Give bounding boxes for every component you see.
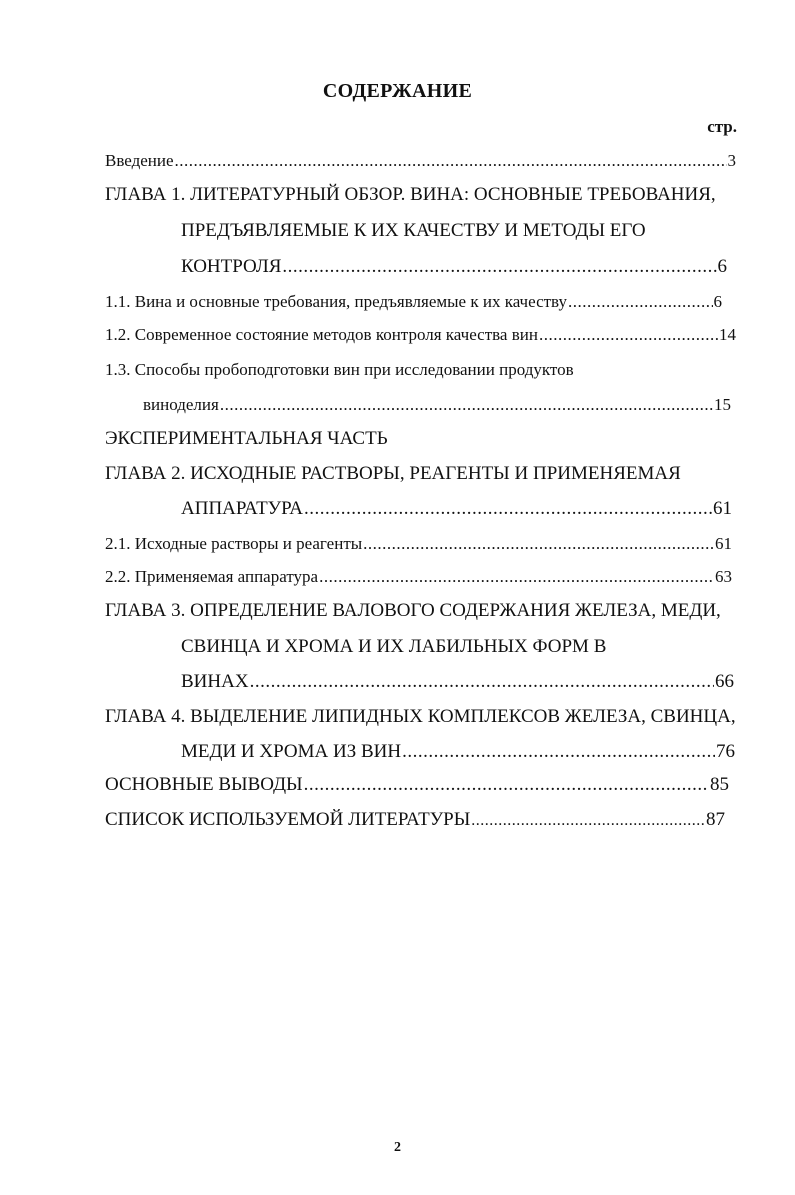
toc-chapter-1-line-1: ГЛАВА 1. ЛИТЕРАТУРНЫЙ ОБЗОР. ВИНА: ОСНОВНЫЕ ТРЕБОВАНИЯ,: [105, 184, 716, 205]
toc-entry-text: 1.1. Вина и основные требования, предъявляемые к их качеству: [105, 292, 567, 311]
dot-leader: [319, 567, 714, 587]
toc-entry-page: 15: [714, 395, 731, 414]
toc-section-1-1: [105, 292, 722, 312]
toc-references: [105, 809, 725, 831]
toc-entry-text: 2.1. Исходные растворы и реагенты: [105, 534, 363, 553]
dot-leader: [282, 256, 716, 278]
toc-entry-text: ВИНАХ: [181, 671, 249, 692]
dot-leader: [539, 325, 718, 345]
toc-entry-page: 61: [715, 534, 732, 553]
toc-section-1-3-line-2: [143, 395, 731, 415]
toc-chapter-4-line-2: [181, 741, 735, 763]
toc-entry-page: 85: [710, 774, 729, 795]
toc-entry-page: 6: [713, 292, 722, 311]
toc-entry-page: 3: [727, 151, 736, 170]
toc-entry-text: КОНТРОЛЯ: [181, 256, 282, 277]
toc-part-experimental: ЭКСПЕРИМЕНТАЛЬНАЯ ЧАСТЬ: [105, 428, 388, 449]
toc-entry-page: 76: [716, 741, 735, 762]
toc-chapter-3-line-1: ГЛАВА 3. ОПРЕДЕЛЕНИЕ ВАЛОВОГО СОДЕРЖАНИЯ ЖЕЛЕЗА, МЕДИ,: [105, 600, 721, 621]
toc-entry-text: ОСНОВНЫЕ ВЫВОДЫ: [105, 774, 303, 795]
toc-section-1-3-line-1: 1.3. Способы пробоподготовки вин при исследовании продуктов: [105, 360, 574, 379]
toc-entry-text: СПИСОК ИСПОЛЬЗУЕМОЙ ЛИТЕРАТУРЫ: [105, 809, 471, 830]
toc-entry-text: 1.2. Современное состояние методов контроля качества вин: [105, 325, 538, 344]
dot-leader: [175, 151, 727, 171]
toc-section-2-1: [105, 534, 732, 554]
toc-entry-text: Введение: [105, 151, 174, 170]
page-column-label: стр.: [707, 117, 737, 136]
toc-entry-page: 61: [713, 498, 732, 519]
dot-leader: [363, 534, 714, 554]
toc-section-1-2: [105, 325, 736, 345]
toc-entry-page: 63: [715, 567, 732, 586]
toc-entry-text: АППАРАТУРА: [181, 498, 303, 519]
toc-entry-text: виноделия: [143, 395, 219, 414]
toc-chapter-2-line-2: [181, 498, 732, 520]
toc-chapter-1-line-2: ПРЕДЪЯВЛЯЕМЫЕ К ИХ КАЧЕСТВУ И МЕТОДЫ ЕГО: [181, 220, 646, 241]
toc-chapter-1-line-3: [181, 256, 727, 278]
toc-entry-text: 2.2. Применяемая аппаратура: [105, 567, 319, 586]
dot-leader: [304, 774, 709, 796]
dot-leader: [568, 292, 713, 312]
toc-chapter-3-line-2: СВИНЦА И ХРОМА И ИХ ЛАБИЛЬНЫХ ФОРМ В: [181, 636, 607, 657]
toc-conclusions: [105, 774, 729, 796]
dot-leader: [304, 498, 712, 520]
toc-entry-page: 14: [719, 325, 736, 344]
toc-entry-page: 66: [715, 671, 734, 692]
toc-entry-intro: [105, 151, 736, 171]
dot-leader: [471, 812, 705, 830]
toc-chapter-4-line-1: ГЛАВА 4. ВЫДЕЛЕНИЕ ЛИПИДНЫХ КОМПЛЕКСОВ ЖЕЛЕЗА, СВИНЦА,: [105, 706, 736, 727]
toc-entry-page: 87: [706, 809, 725, 830]
dot-leader: [402, 741, 715, 763]
page-title: СОДЕРЖАНИЕ: [322, 80, 473, 102]
toc-chapter-2-line-1: ГЛАВА 2. ИСХОДНЫЕ РАСТВОРЫ, РЕАГЕНТЫ И ПРИМЕНЯЕМАЯ: [105, 463, 681, 484]
dot-leader: [250, 671, 714, 693]
toc-entry-text: МЕДИ И ХРОМА ИЗ ВИН: [181, 741, 402, 762]
toc-section-2-2: [105, 567, 732, 587]
toc-entry-page: 6: [717, 256, 727, 277]
page-number: 2: [394, 1140, 401, 1155]
toc-chapter-3-line-3: [181, 671, 734, 693]
dot-leader: [220, 395, 713, 415]
